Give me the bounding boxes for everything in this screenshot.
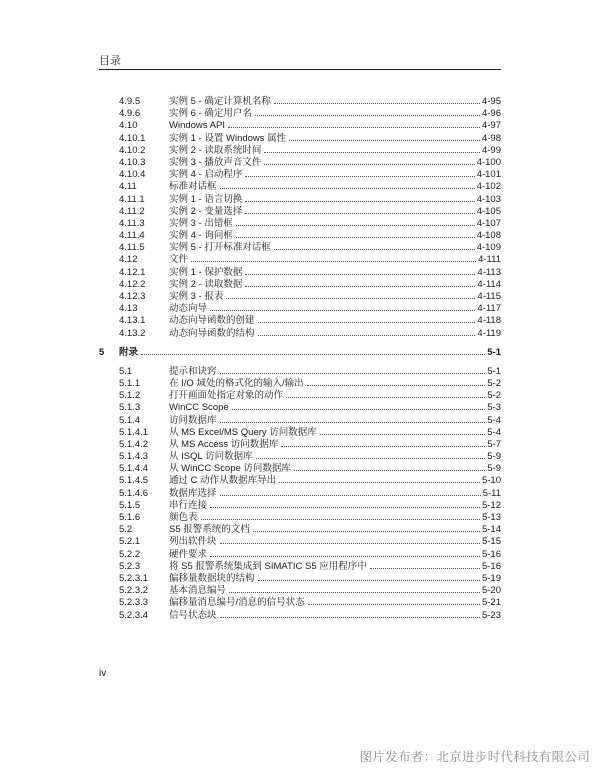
toc-entry-page: 4-105 bbox=[476, 205, 501, 217]
toc-entry-title: 实例 3 - 播放声音文件 bbox=[169, 156, 262, 168]
toc-entry-number: 4.10.4 bbox=[119, 169, 146, 181]
toc-entry-title: Windows API bbox=[169, 120, 225, 132]
toc-entry-page: 4-99 bbox=[481, 144, 501, 156]
toc-row[interactable] bbox=[0, 242, 600, 254]
toc-entry bbox=[169, 549, 501, 561]
toc-dot-leader bbox=[286, 397, 485, 398]
toc-entry-number: 4.10.3 bbox=[119, 156, 146, 168]
toc-entry-page: 5-1 bbox=[487, 346, 501, 358]
toc-entry-page: 4-108 bbox=[476, 230, 501, 242]
toc-entry-number: 4.10.2 bbox=[119, 144, 146, 156]
toc-entry-number: 4.13 bbox=[119, 303, 138, 315]
toc-entry bbox=[169, 597, 501, 609]
toc-entry-number: 4.10.1 bbox=[119, 132, 146, 144]
toc-entry-number: 4.13.2 bbox=[119, 327, 146, 339]
toc-entry-title: 颜色表 bbox=[169, 512, 198, 523]
toc-entry-number: 5.2.3.4 bbox=[119, 609, 149, 621]
toc-entry-number: 4.13.1 bbox=[119, 315, 146, 327]
toc-entry-number: 5.2.3.3 bbox=[119, 597, 149, 609]
toc-row[interactable] bbox=[0, 328, 600, 340]
toc-entry bbox=[169, 427, 501, 439]
toc-row[interactable] bbox=[0, 291, 600, 303]
toc-dot-leader bbox=[220, 617, 480, 618]
toc-entry bbox=[169, 291, 501, 303]
toc-row[interactable] bbox=[0, 254, 600, 266]
toc-entry-title: 实例 3 - 报表 bbox=[169, 291, 224, 302]
toc-entry-page: 4-100 bbox=[476, 156, 501, 168]
toc-dot-leader bbox=[258, 580, 480, 581]
toc-row[interactable] bbox=[0, 475, 600, 487]
toc-entry-number: 5.1.4 bbox=[119, 414, 141, 426]
toc-entry-title: 实例 5 - 打开标准对话框 bbox=[169, 242, 271, 254]
toc-dot-leader bbox=[274, 249, 475, 250]
toc-dot-leader bbox=[253, 531, 480, 532]
toc-entry-number: 5.2.3 bbox=[119, 560, 141, 572]
header-rule bbox=[99, 69, 501, 70]
toc-entry bbox=[169, 145, 501, 157]
toc-entry-page: 4-97 bbox=[481, 120, 501, 132]
toc-entry bbox=[169, 390, 501, 402]
toc-entry bbox=[169, 512, 501, 524]
toc-entry-title: 从 MS Access 访问数据库 bbox=[169, 438, 279, 450]
table-of-contents bbox=[0, 96, 600, 622]
toc-dot-leader bbox=[258, 335, 476, 336]
toc-row[interactable] bbox=[0, 279, 600, 291]
toc-entry-page: 5-4 bbox=[487, 426, 501, 438]
toc-entry bbox=[169, 194, 501, 206]
toc-dot-leader bbox=[210, 507, 480, 508]
toc-dot-leader bbox=[210, 556, 480, 557]
toc-row[interactable] bbox=[0, 488, 600, 500]
toc-entry-number: 5.1.1 bbox=[119, 377, 141, 389]
toc-entry bbox=[169, 206, 501, 218]
toc-dot-leader bbox=[201, 519, 480, 520]
toc-row[interactable] bbox=[0, 96, 600, 108]
toc-entry-number: 5.1.4.1 bbox=[119, 426, 149, 438]
toc-entry-page: 4-109 bbox=[476, 242, 501, 254]
toc-entry-title: 动态向导函数的结构 bbox=[169, 327, 255, 339]
toc-entry-title: 偏移量数据块的结构 bbox=[169, 572, 255, 584]
toc-row[interactable] bbox=[0, 573, 600, 585]
toc-entry-title: 打开画面处指定对象的动作 bbox=[169, 390, 284, 402]
toc-entry-title: 动态向导函数的创建 bbox=[169, 315, 255, 327]
toc-entry-title: 实例 2 - 变量选择 bbox=[169, 205, 243, 217]
toc-entry bbox=[169, 279, 501, 291]
toc-row[interactable] bbox=[0, 133, 600, 145]
toc-entry-page: 5-14 bbox=[481, 524, 501, 536]
toc-dot-leader bbox=[236, 225, 475, 226]
toc-row[interactable] bbox=[0, 157, 600, 169]
toc-dot-leader bbox=[245, 286, 475, 287]
toc-entry-page: 5-7 bbox=[487, 438, 501, 450]
toc-dot-leader bbox=[279, 482, 480, 483]
toc-row[interactable] bbox=[0, 366, 600, 378]
toc-row[interactable] bbox=[0, 415, 600, 427]
toc-entry-title: 数据库选择 bbox=[169, 487, 217, 499]
toc-entry-title: WinCC Scope bbox=[169, 402, 229, 414]
toc-entry-page: 4-98 bbox=[481, 132, 501, 144]
toc-entry-title: 偏移量消息编号/消息的信号状态 bbox=[169, 597, 305, 609]
toc-row[interactable] bbox=[0, 597, 600, 609]
toc-entry-number: 5.1.4.6 bbox=[119, 487, 149, 499]
toc-entry-title: S5 报警系统的文档 bbox=[169, 524, 250, 536]
toc-entry-page: 5-11 bbox=[482, 487, 501, 499]
toc-entry-title: 动态向导 bbox=[169, 303, 208, 315]
toc-dot-leader bbox=[255, 115, 480, 116]
toc-row[interactable] bbox=[0, 512, 600, 524]
toc-dot-leader bbox=[245, 176, 474, 177]
toc-row[interactable] bbox=[0, 427, 600, 439]
toc-dot-leader bbox=[245, 201, 474, 202]
toc-entry-title: 从 ISQL 访问数据库 bbox=[169, 451, 253, 463]
toc-row[interactable] bbox=[0, 549, 600, 561]
toc-dot-leader bbox=[220, 373, 486, 374]
toc-dot-leader bbox=[226, 298, 475, 299]
toc-dot-leader bbox=[236, 237, 475, 238]
toc-entry-page: 5-9 bbox=[487, 463, 501, 475]
toc-entry-title: 实例 4 - 启动程序 bbox=[169, 169, 243, 181]
toc-dot-leader bbox=[220, 543, 480, 544]
toc-entry-title: 提示和诀窍 bbox=[169, 365, 217, 377]
toc-entry-title: 在 I/O 域处的格式化的输入/输出 bbox=[169, 377, 304, 389]
toc-entry-page: 5-4 bbox=[487, 414, 501, 426]
toc-row[interactable] bbox=[0, 451, 600, 463]
toc-entry-page: 5-1 bbox=[487, 365, 501, 377]
toc-entry-number: 4.11.2 bbox=[119, 205, 145, 217]
toc-entry-title: 实例 5 - 确定计算机名称 bbox=[169, 96, 271, 107]
toc-dot-leader bbox=[258, 322, 476, 323]
toc-entry-page: 4-115 bbox=[477, 291, 501, 302]
toc-entry-page: 5-2 bbox=[487, 377, 501, 389]
toc-entry-page: 5-16 bbox=[481, 548, 501, 560]
toc-entry-title: 串行连接 bbox=[169, 499, 208, 511]
toc-entry bbox=[169, 451, 501, 463]
toc-entry bbox=[169, 267, 501, 279]
toc-row[interactable] bbox=[0, 463, 600, 475]
toc-dot-leader bbox=[264, 164, 474, 165]
toc-row[interactable] bbox=[0, 402, 600, 414]
toc-entry bbox=[169, 524, 501, 536]
toc-row[interactable] bbox=[0, 218, 600, 230]
toc-entry-number: 4.11.3 bbox=[119, 217, 145, 229]
toc-dot-leader bbox=[245, 274, 475, 275]
toc-entry-page: 5-10 bbox=[481, 475, 501, 487]
toc-dot-leader bbox=[308, 604, 480, 605]
toc-entry bbox=[169, 242, 501, 254]
toc-entry bbox=[169, 254, 501, 266]
toc-entry-page: 4-114 bbox=[477, 278, 501, 290]
toc-entry bbox=[169, 218, 501, 230]
toc-row[interactable] bbox=[0, 585, 600, 597]
toc-row[interactable] bbox=[0, 303, 600, 315]
toc-entry-title: 将 S5 报警系统集成到 SIMATIC S5 应用程序中 bbox=[169, 560, 367, 572]
toc-entry-page: 4-113 bbox=[477, 266, 501, 278]
toc-dot-leader bbox=[141, 354, 485, 355]
toc-row[interactable] bbox=[0, 267, 600, 279]
toc-entry bbox=[169, 585, 501, 597]
toc-entry bbox=[169, 573, 501, 585]
toc-entry bbox=[169, 96, 501, 108]
toc-entry-title: 从 MS Excel/MS Query 访问数据库 bbox=[169, 426, 317, 438]
toc-entry-number: 4.10 bbox=[119, 120, 138, 132]
toc-entry-title: 信号状态块 bbox=[169, 609, 217, 621]
toc-entry-page: 4-101 bbox=[476, 169, 501, 181]
toc-entry-number: 4.9.5 bbox=[119, 96, 141, 107]
toc-entry-number: 5.2.3.1 bbox=[119, 572, 149, 584]
toc-entry bbox=[169, 439, 501, 451]
toc-entry-page: 4-102 bbox=[476, 181, 501, 193]
toc-entry-number: 4.11 bbox=[119, 181, 137, 193]
toc-entry-title: 基本消息编号 bbox=[169, 585, 227, 597]
toc-entry-number: 5.1.4.3 bbox=[119, 451, 149, 463]
toc-chapter-row[interactable] bbox=[0, 340, 600, 366]
toc-dot-leader bbox=[232, 409, 486, 410]
toc-dot-leader bbox=[281, 446, 485, 447]
toc-entry bbox=[169, 366, 501, 378]
toc-entry-number: 4.12.1 bbox=[119, 266, 146, 278]
toc-row[interactable] bbox=[0, 145, 600, 157]
toc-entry-number: 4.11.4 bbox=[119, 230, 145, 242]
toc-entry-number: 5.1.4.5 bbox=[119, 475, 149, 487]
toc-entry-number: 5.2.2 bbox=[119, 548, 141, 560]
toc-entry-page: 4-95 bbox=[481, 96, 501, 107]
toc-entry bbox=[119, 340, 501, 366]
toc-entry-page: 4-118 bbox=[477, 315, 501, 327]
toc-dot-leader bbox=[320, 434, 485, 435]
toc-row[interactable] bbox=[0, 610, 600, 622]
toc-entry bbox=[169, 157, 501, 169]
toc-dot-leader bbox=[220, 188, 475, 189]
toc-entry bbox=[169, 169, 501, 181]
toc-row[interactable] bbox=[0, 315, 600, 327]
toc-row[interactable] bbox=[0, 561, 600, 573]
toc-entry-number: 4.12.3 bbox=[119, 291, 146, 302]
toc-dot-leader bbox=[228, 127, 480, 128]
toc-entry-title: 标准对话框 bbox=[169, 181, 217, 193]
page-header-title: 目录 bbox=[99, 55, 121, 67]
toc-row[interactable] bbox=[0, 390, 600, 402]
toc-entry-number: 4.12 bbox=[119, 254, 138, 266]
toc-row[interactable] bbox=[0, 439, 600, 451]
toc-row[interactable] bbox=[0, 230, 600, 242]
toc-entry-number: 5.1.6 bbox=[119, 512, 141, 523]
toc-entry-page: 4-119 bbox=[477, 327, 501, 339]
toc-entry-page: 5-2 bbox=[487, 390, 501, 402]
toc-entry-title: 实例 6 - 确定用户名 bbox=[169, 108, 252, 120]
toc-entry bbox=[169, 500, 501, 512]
toc-row[interactable] bbox=[0, 378, 600, 390]
toc-entry-number: 5.1.3 bbox=[119, 402, 141, 414]
toc-dot-leader bbox=[229, 592, 480, 593]
toc-entry-number: 4.11.5 bbox=[119, 242, 145, 254]
toc-entry-title: 文件 bbox=[169, 254, 189, 266]
toc-entry-page: 5-21 bbox=[481, 597, 501, 609]
toc-entry-number: 5.2 bbox=[119, 524, 133, 536]
toc-dot-leader bbox=[220, 422, 486, 423]
toc-entry-title: 实例 1 - 语言切换 bbox=[169, 193, 243, 205]
toc-row[interactable] bbox=[0, 194, 600, 206]
toc-row[interactable] bbox=[0, 120, 600, 132]
toc-entry-page: 4-111 bbox=[478, 254, 501, 266]
toc-entry-title: 实例 1 - 设置 Windows 属性 bbox=[169, 132, 287, 144]
toc-row[interactable] bbox=[0, 181, 600, 193]
toc-entry-page: 5-23 bbox=[481, 609, 501, 621]
toc-dot-leader bbox=[210, 310, 475, 311]
toc-dot-leader bbox=[274, 103, 480, 104]
toc-entry-page: 5-15 bbox=[481, 536, 501, 548]
toc-entry-number: 5 bbox=[99, 346, 105, 358]
toc-entry-page: 4-103 bbox=[476, 193, 501, 205]
toc-entry bbox=[169, 133, 501, 145]
toc-entry-number: 4.11.1 bbox=[119, 193, 145, 205]
toc-entry-page: 5-3 bbox=[487, 402, 501, 414]
toc-entry bbox=[169, 108, 501, 120]
toc-entry-title: 实例 1 - 保护数据 bbox=[169, 266, 243, 278]
toc-entry-number: 4.12.2 bbox=[119, 278, 146, 290]
toc-entry-page: 5-13 bbox=[481, 512, 501, 523]
toc-entry-page: 5-12 bbox=[481, 499, 501, 511]
toc-entry bbox=[169, 475, 501, 487]
toc-entry-title: 从 WinCC Scope 访问数据库 bbox=[169, 463, 291, 475]
toc-entry bbox=[169, 120, 501, 132]
toc-entry-title: 列出软件块 bbox=[169, 536, 217, 548]
toc-entry-title: 访问数据库 bbox=[169, 414, 217, 426]
toc-dot-leader bbox=[245, 213, 474, 214]
toc-row[interactable] bbox=[0, 169, 600, 181]
toc-entry bbox=[169, 415, 501, 427]
toc-entry-title: 硬件要求 bbox=[169, 548, 208, 560]
toc-entry bbox=[169, 378, 501, 390]
toc-entry-title: 实例 2 - 读取系统时间 bbox=[169, 144, 262, 156]
toc-dot-leader bbox=[289, 140, 480, 141]
toc-row[interactable] bbox=[0, 536, 600, 548]
toc-entry-number: 5.1.5 bbox=[119, 499, 141, 511]
toc-row[interactable] bbox=[0, 500, 600, 512]
toc-entry bbox=[169, 610, 501, 622]
toc-dot-leader bbox=[191, 261, 476, 262]
toc-entry-page: 4-117 bbox=[477, 303, 501, 315]
toc-entry bbox=[169, 181, 501, 193]
toc-dot-leader bbox=[256, 458, 486, 459]
toc-dot-leader bbox=[370, 568, 480, 569]
toc-entry-page: 4-96 bbox=[481, 108, 501, 120]
toc-entry-title: 通过 C 动作从数据库导出 bbox=[169, 475, 277, 487]
footer-page-number: iv bbox=[99, 668, 107, 679]
toc-entry-page: 5-20 bbox=[481, 585, 501, 597]
toc-entry bbox=[169, 328, 501, 340]
toc-row[interactable] bbox=[0, 524, 600, 536]
toc-entry bbox=[169, 561, 501, 573]
toc-entry bbox=[169, 536, 501, 548]
toc-entry-number: 5.1.2 bbox=[119, 390, 141, 402]
toc-entry bbox=[169, 303, 501, 315]
toc-entry-number: 4.9.6 bbox=[119, 108, 141, 120]
watermark-text: 图片发布者：北京进步时代科技有限公司 bbox=[359, 750, 590, 764]
toc-entry bbox=[169, 463, 501, 475]
toc-entry bbox=[169, 315, 501, 327]
toc-entry-number: 5.1.4.4 bbox=[119, 463, 149, 475]
toc-dot-leader bbox=[307, 385, 486, 386]
toc-dot-leader bbox=[264, 152, 480, 153]
toc-entry bbox=[169, 488, 501, 500]
toc-entry-title: 实例 2 - 读取数据 bbox=[169, 278, 243, 290]
toc-entry-page: 4-107 bbox=[476, 217, 501, 229]
toc-entry-number: 5.1.4.2 bbox=[119, 438, 149, 450]
toc-entry-title: 实例 3 - 出错框 bbox=[169, 217, 233, 229]
toc-dot-leader bbox=[294, 470, 485, 471]
toc-entry-number: 5.1 bbox=[119, 365, 133, 377]
toc-entry bbox=[169, 230, 501, 242]
toc-entry-title: 附录 bbox=[119, 346, 139, 358]
toc-entry-page: 5-16 bbox=[481, 560, 501, 572]
toc-dot-leader bbox=[220, 495, 481, 496]
toc-entry-number: 5.2.3.2 bbox=[119, 585, 149, 597]
toc-row[interactable] bbox=[0, 108, 600, 120]
toc-row[interactable] bbox=[0, 206, 600, 218]
toc-entry-page: 5-9 bbox=[487, 451, 501, 463]
toc-entry-number: 5.2.1 bbox=[119, 536, 141, 548]
toc-entry-title: 实例 4 - 询问框 bbox=[169, 230, 233, 242]
toc-entry-page: 5-19 bbox=[481, 572, 501, 584]
toc-entry bbox=[169, 402, 501, 414]
